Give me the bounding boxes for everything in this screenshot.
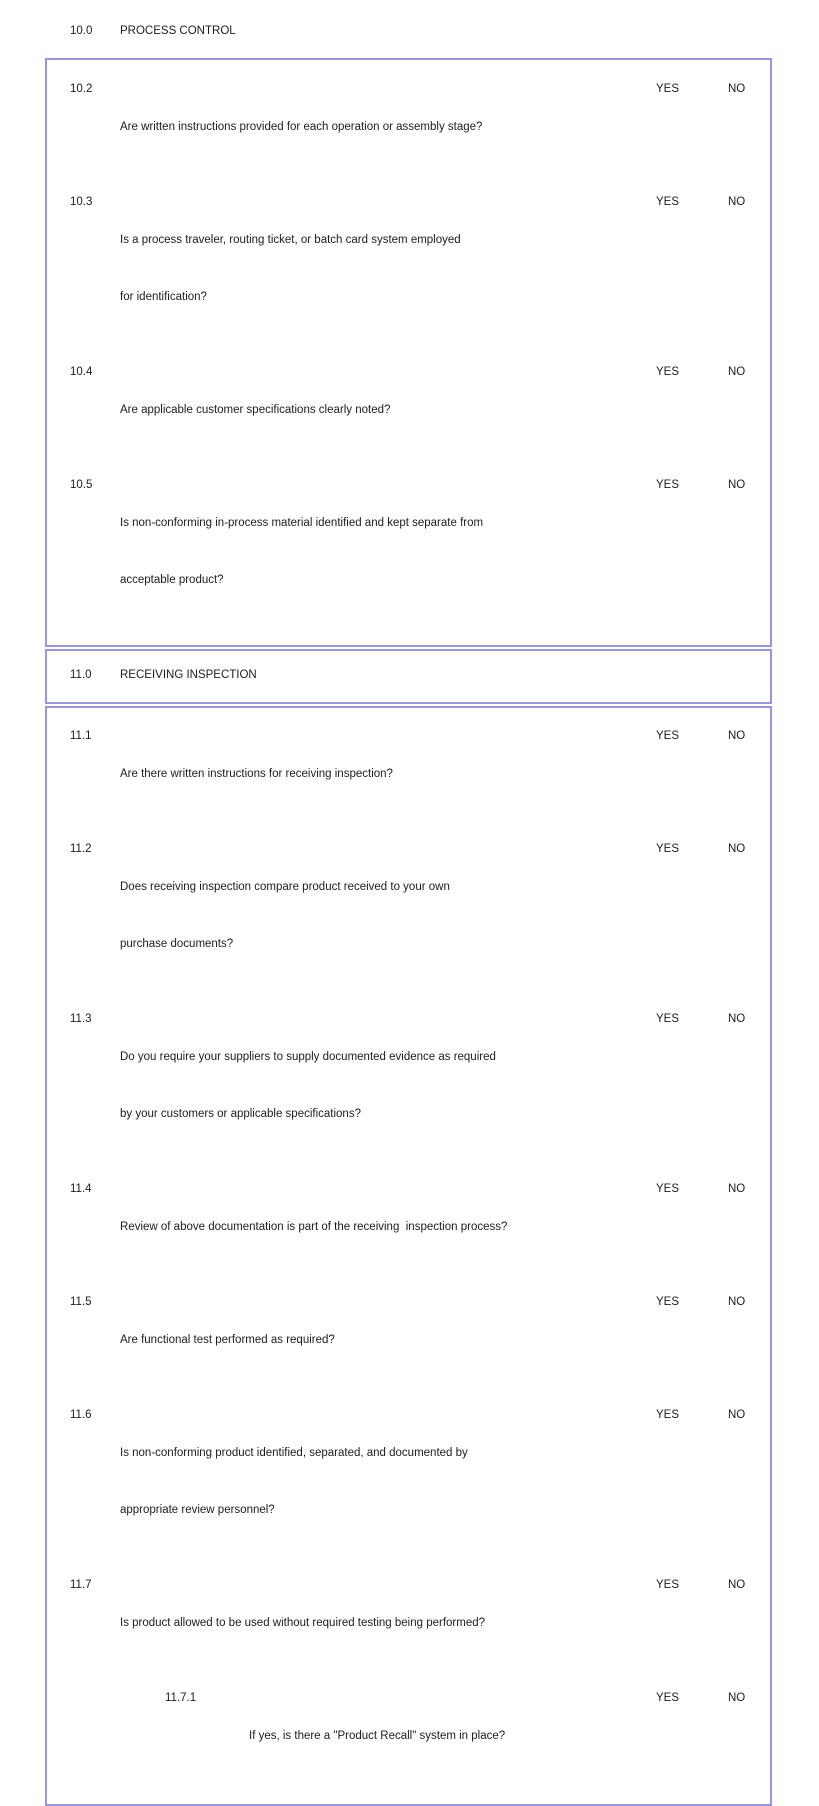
- question-number: 11.1: [70, 730, 92, 742]
- question-row-11-4: [47, 1180, 770, 1275]
- section-11-heading: [47, 666, 770, 685]
- question-line: Are functional test performed as required?: [120, 1334, 335, 1346]
- question-row-10-3: [47, 193, 770, 345]
- yes-label: YES: [656, 1692, 680, 1704]
- section-number: 11.0: [70, 669, 92, 681]
- question-text: [120, 80, 656, 175]
- question-line: appropriate review personnel?: [120, 1504, 275, 1516]
- question-text: [120, 476, 656, 628]
- question-text: [120, 1576, 656, 1671]
- question-line: Are written instructions provided for each operation or assembly stage?: [120, 121, 483, 133]
- question-row-10-2: [47, 80, 770, 175]
- question-row-10-4: [47, 363, 770, 458]
- question-number: 11.4: [70, 1183, 92, 1195]
- yes-label: YES: [656, 1579, 680, 1591]
- question-number: 11.2: [70, 843, 92, 855]
- question-row-11-1: [47, 727, 770, 822]
- no-label: NO: [728, 1013, 746, 1025]
- indent-spacer: [70, 1689, 165, 1784]
- section-11-heading-box: [45, 649, 772, 704]
- no-label: NO: [728, 479, 746, 491]
- section-title: RECEIVING INSPECTION: [120, 669, 257, 681]
- question-row-11-6: [47, 1406, 770, 1558]
- no-label: NO: [728, 1183, 746, 1195]
- question-line: by your customers or applicable specifications?: [120, 1108, 361, 1120]
- question-number: 11.3: [70, 1013, 92, 1025]
- question-number: 11.7.1: [165, 1692, 197, 1704]
- question-text: [249, 1689, 656, 1784]
- question-text: [120, 193, 656, 345]
- no-label: NO: [728, 730, 746, 742]
- question-text: [120, 840, 656, 992]
- question-text: [120, 1010, 656, 1162]
- yes-label: YES: [656, 1013, 680, 1025]
- yes-label: YES: [656, 1409, 680, 1421]
- question-number: 11.7: [70, 1579, 92, 1591]
- question-line: Review of above documentation is part of the receiving inspection process?: [120, 1221, 508, 1233]
- question-line: Is product allowed to be used without required testing being performed?: [120, 1617, 486, 1629]
- yes-label: YES: [656, 1183, 680, 1195]
- question-text: [120, 363, 656, 458]
- section-10-questions-box: [45, 58, 772, 647]
- question-row-11-2: [47, 840, 770, 992]
- yes-label: YES: [656, 83, 680, 95]
- question-line: Is a process traveler, routing ticket, or batch card system employed: [120, 234, 461, 246]
- no-label: NO: [728, 83, 746, 95]
- question-text: [120, 1293, 656, 1388]
- question-line: purchase documents?: [120, 938, 234, 950]
- no-label: NO: [728, 1409, 746, 1421]
- no-label: NO: [728, 1579, 746, 1591]
- section-11-questions-box: [45, 706, 772, 1806]
- question-line: Are there written instructions for receiving inspection?: [120, 768, 393, 780]
- section-number: 10.0: [70, 25, 93, 37]
- question-number: 10.5: [70, 479, 93, 491]
- section-title: PROCESS CONTROL: [120, 25, 236, 37]
- yes-label: YES: [656, 843, 680, 855]
- question-number: 10.3: [70, 196, 93, 208]
- question-text: [120, 727, 656, 822]
- question-row-11-5: [47, 1293, 770, 1388]
- question-line: Is non-conforming in-process material identified and kept separate from: [120, 517, 484, 529]
- question-row-11-7-1: [47, 1689, 770, 1784]
- yes-label: YES: [656, 196, 680, 208]
- no-label: NO: [728, 196, 746, 208]
- question-line: acceptable product?: [120, 574, 224, 586]
- question-number: 10.4: [70, 366, 93, 378]
- question-number: 11.5: [70, 1296, 92, 1308]
- question-line: Is non-conforming product identified, separated, and documented by: [120, 1447, 468, 1459]
- question-number: 10.2: [70, 83, 93, 95]
- question-text: [120, 1180, 656, 1275]
- question-row-10-5: [47, 476, 770, 628]
- no-label: NO: [728, 843, 746, 855]
- yes-label: YES: [656, 479, 680, 491]
- question-text: [120, 1406, 656, 1558]
- question-line: Do you require your suppliers to supply documented evidence as required: [120, 1051, 496, 1063]
- question-line: for identification?: [120, 291, 207, 303]
- question-row-11-7: [47, 1576, 770, 1671]
- question-line: Does receiving inspection compare product received to your own: [120, 881, 450, 893]
- yes-label: YES: [656, 366, 680, 378]
- question-line: If yes, is there a "Product Recall" system in place?: [249, 1730, 506, 1742]
- no-label: NO: [728, 1296, 746, 1308]
- no-label: NO: [728, 1692, 746, 1704]
- section-10-heading: [45, 22, 772, 41]
- yes-label: YES: [656, 1296, 680, 1308]
- yes-label: YES: [656, 730, 680, 742]
- no-label: NO: [728, 366, 746, 378]
- question-number: 11.6: [70, 1409, 92, 1421]
- question-line: Are applicable customer specifications clearly noted?: [120, 404, 391, 416]
- question-row-11-3: [47, 1010, 770, 1162]
